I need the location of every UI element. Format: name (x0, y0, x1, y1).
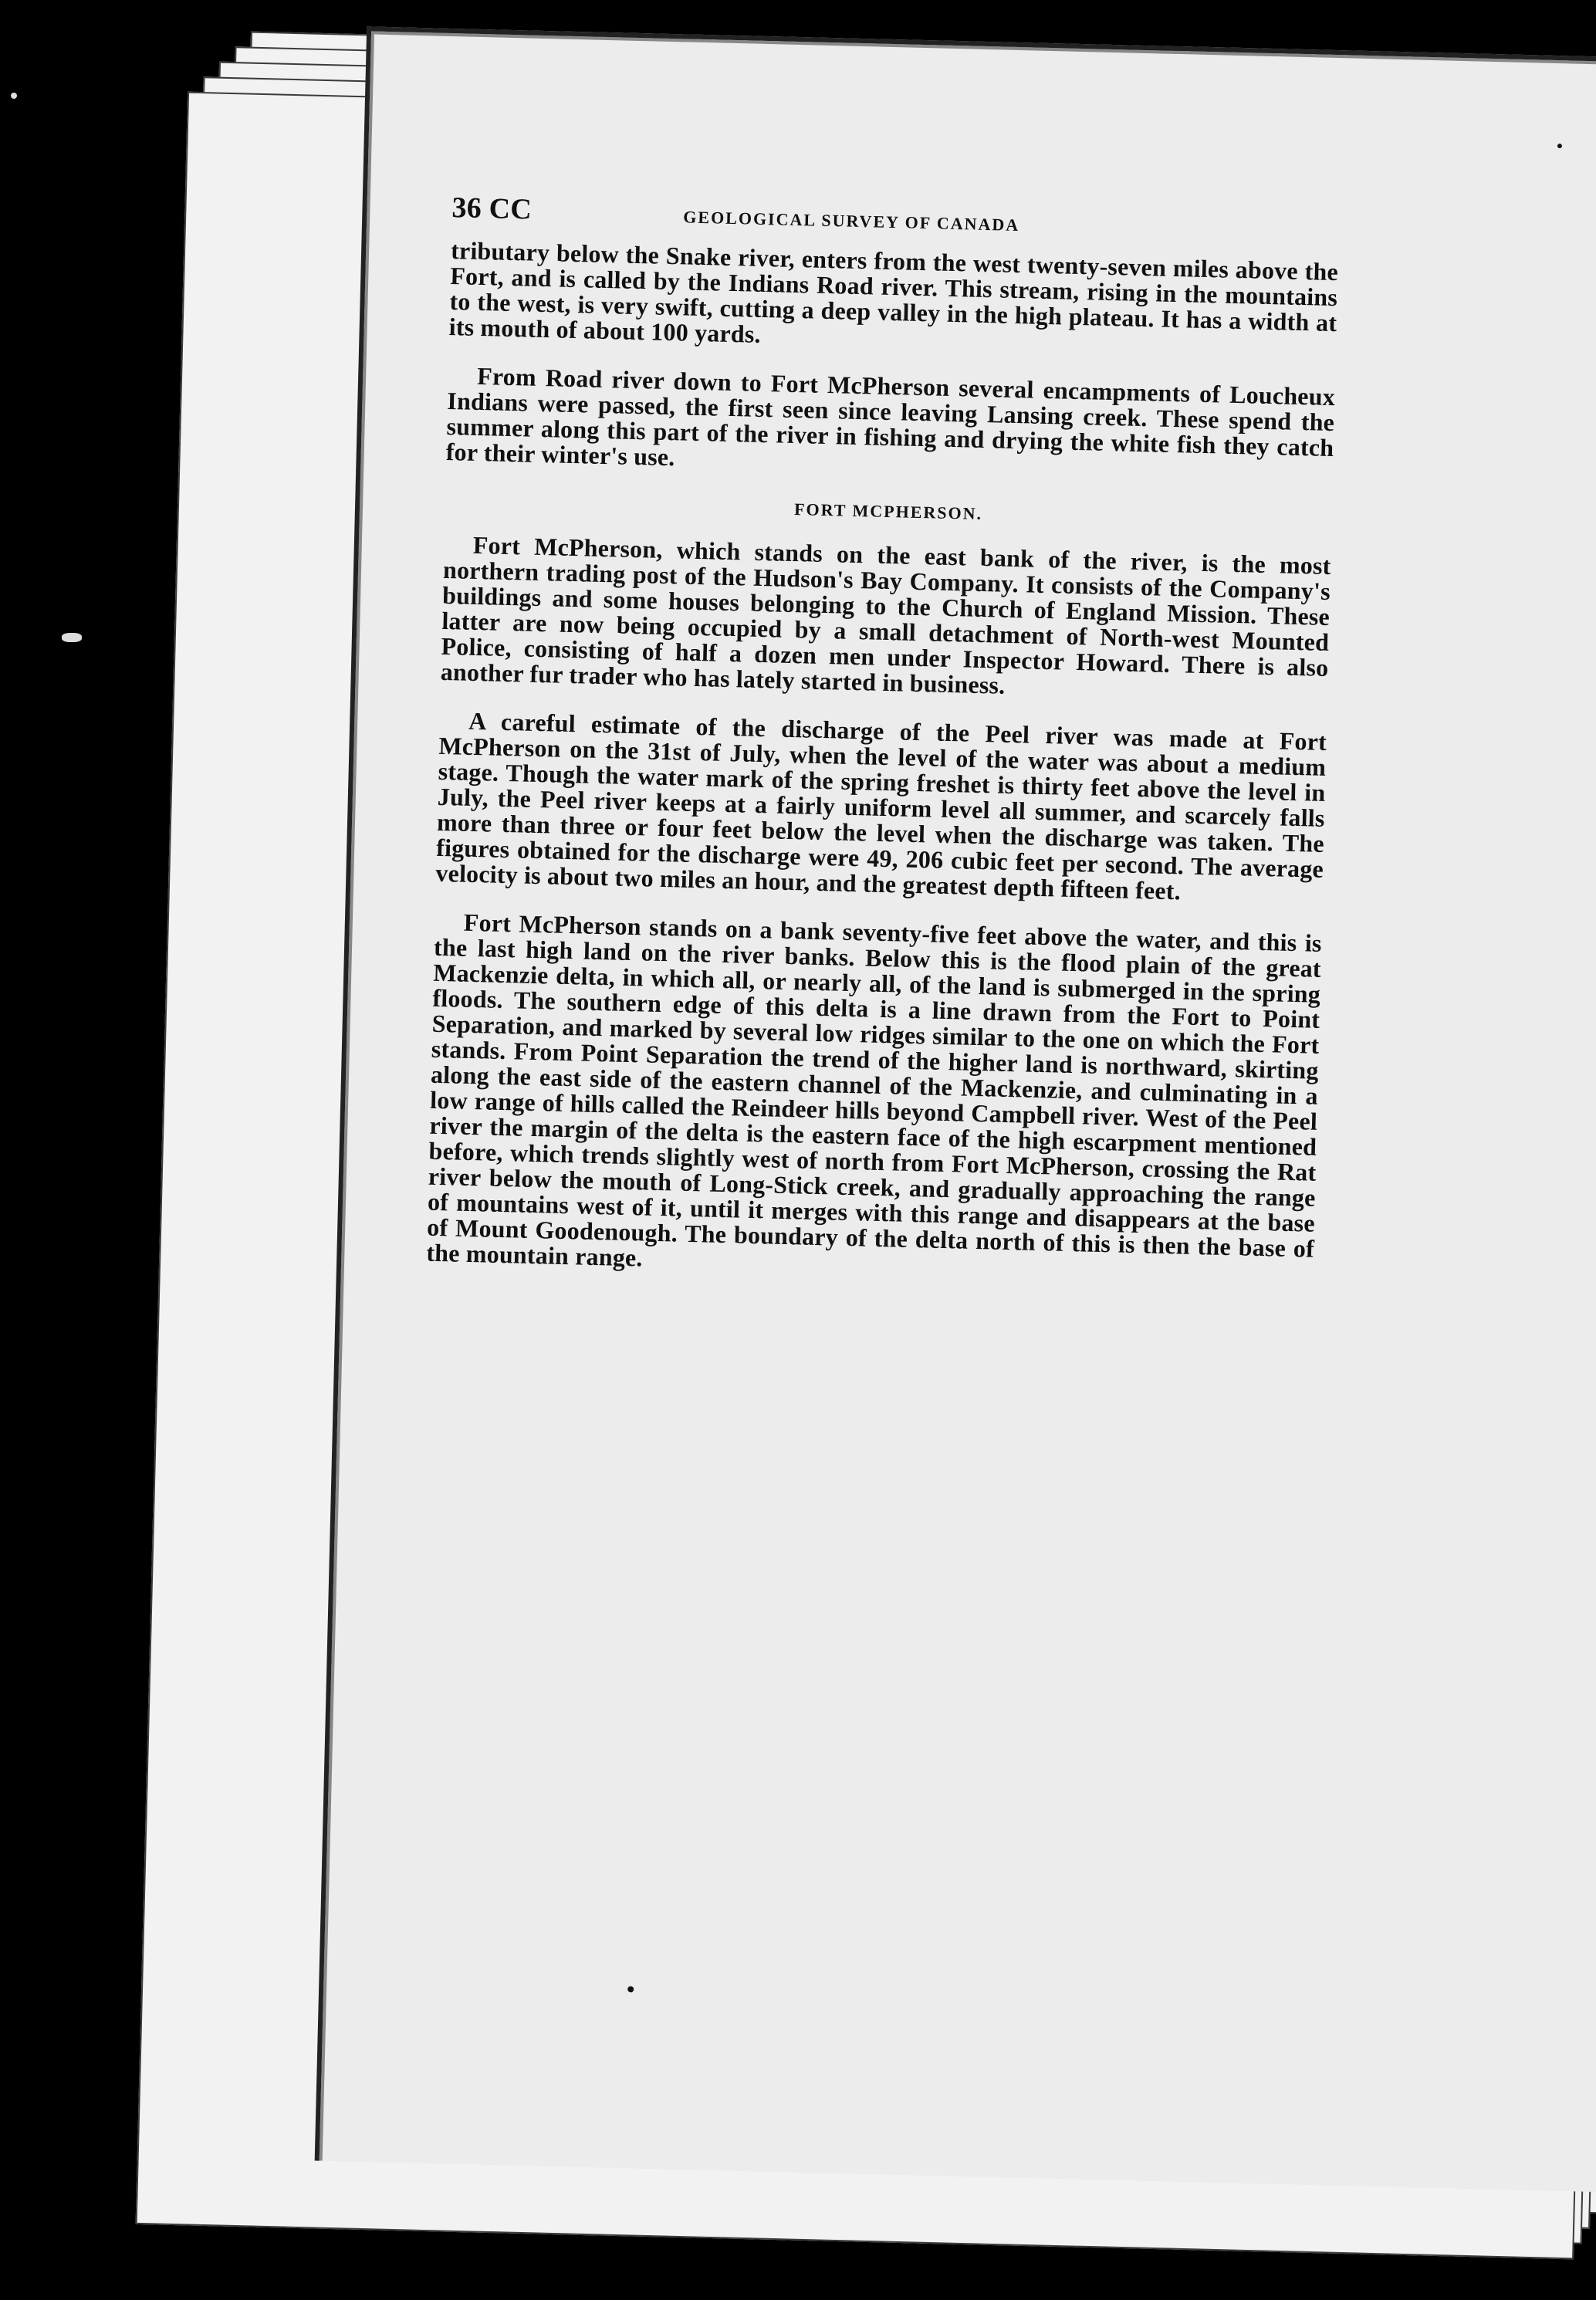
page-content (425, 191, 1339, 1311)
journal-title: GEOLOGICAL SURVEY OF CANADA (683, 207, 1020, 235)
book-page-stack (65, 0, 1596, 2295)
paragraph: Fort McPherson, which stands on the east bank of the river, is the most northern trading post of the Hudson's Bay Company. It consists of the Company's buildings and some houses belonging to the Church of England Mission. These latter are now being occupied by a small detachment of North-west Mounted Police, consisting of half a dozen men under Inspector Howard. There is also another fur trader who has lately started in business. (440, 530, 1331, 699)
film-speck (11, 93, 17, 99)
paragraph: Fort McPherson stands on a bank seventy-five feet above the water, and this is the last high land on the river banks. Below this is the flood plain of the great Mackenzie delta, in which all, or nearly all, of the land is submerged in the spring floods. The southern edge of this delta is a line drawn from the Fort to Point Separation, and marked by several low ridges similar to the one on which the Fort stands. From Point Separation the trend of the higher land is northward, skirting along the east side of the eastern channel of the Mackenzie, and culminating in a low range of hills called the Reindeer hills beyond Campbell river. West of the Peel river the margin of the delta is the eastern face of the high escarpment mentioned before, which trends slightly west of north from Fort McPherson, crossing the Rat river below the mouth of Long-Stick creek, and gradually approaching the range of mountains west of it, until it merges with this range and disappears at the base of Mount Goodenough. The boundary of the delta north of this is then the base of the mountain range. (426, 908, 1323, 1272)
paragraph: From Road river down to Fort McPherson several encampments of Loucheux Indians were passed, the first seen since leaving Lansing creek. These spend the summer along this part of the river in fishing and drying the white fish they catch for their winter's use. (445, 361, 1336, 472)
document-page (315, 26, 1596, 2192)
film-speck (62, 633, 82, 642)
paragraph: tributary below the Snake river, enters from the west twenty-seven miles above the Fort, and is called by the Indians Road river. This stream, rising in the mountains to the west, is very swift, cutting a deep valley in the high plateau. It has a width at its mouth of about 100 yards. (448, 236, 1339, 348)
running-head (451, 191, 1340, 245)
section-heading: FORT MCPHERSON. (793, 499, 983, 523)
page-number: 36 CC (451, 191, 533, 226)
print-speck (1557, 144, 1562, 148)
paragraph: A careful estimate of the discharge of the Peel river was made at Fort McPherson on the 31st of July, when the level of the water was about a medium stage. Though the water mark of the spring freshet is thirty feet above the level in July, the Peel river keeps at a fairly uniform level all summer, and scarcely falls more than three or four feet below the level when the discharge was taken. The figures obtained for the discharge were 49, 206 cubic feet per second. The average velocity is about two miles an hour, and the greatest depth fifteen feet. (435, 706, 1327, 905)
